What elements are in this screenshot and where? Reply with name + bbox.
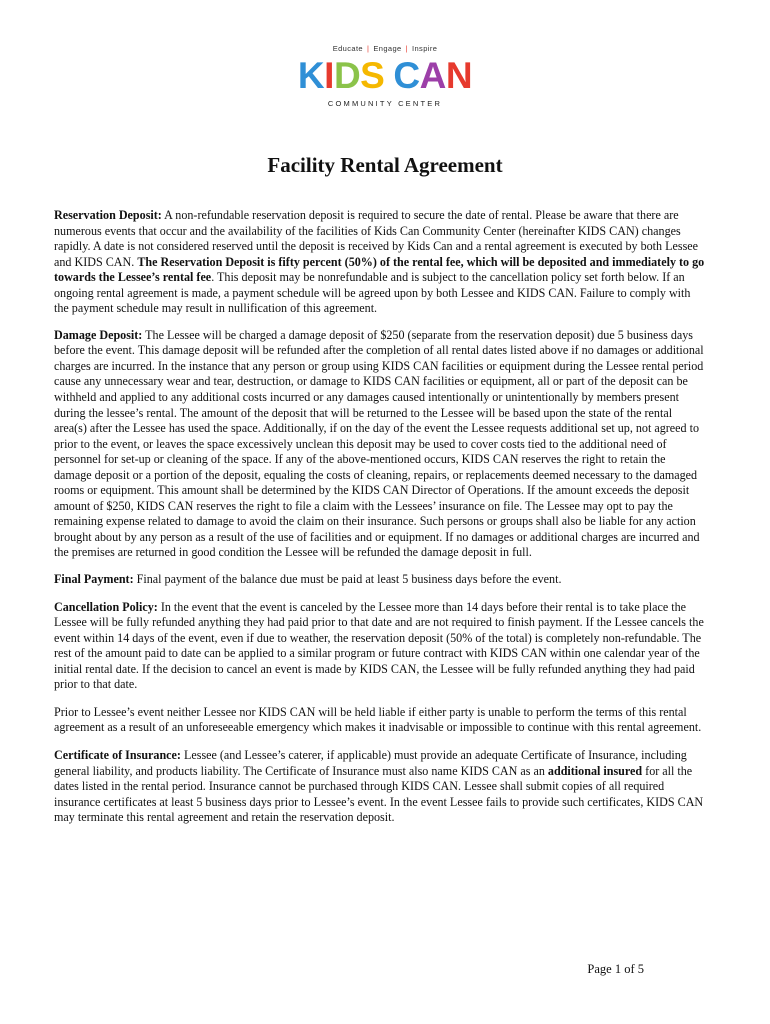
logo-letter: N xyxy=(445,55,473,96)
additional-insured-bold: additional insured xyxy=(547,763,643,778)
logo-letter: I xyxy=(324,55,334,96)
page-current: 1 xyxy=(614,962,622,976)
kids-can-logo xyxy=(0,55,770,96)
certificate-of-insurance-section xyxy=(54,748,706,826)
logo-letter: C xyxy=(393,55,420,96)
document-body xyxy=(54,208,706,837)
damage-deposit-text: The Lessee will be charged a damage deposit of $250 (separate from the reservation deposit) due 5 business days before the event. This damage deposit will be refunded after the completion of all rental dates listed above if no damages or additional charges are incurred. In the instance that any person or group using KIDS CAN facilities or equipment during the Lessee rental period cause any unnecessary wear and tear, destruction, or damage to KIDS CAN facilities or equipment, all or part of the deposit can be withheld and applied to any additional costs incurred or any damages caused intentionally or unintentionally by members present during the lessee’s rental. The amount of the deposit that will be returned to the Lessee will be based upon the state of the rental area(s) after the Lessee has used the space. Additionally, if on the day of the event the Lessee requests additional set up, not agreed to prior to the event, or leaves the space excessively unclean this deposit may be used to cover costs tied to the additional need of personnel for set-up or cleaning of the space. If any of the above-mentioned occurs, KIDS CAN reserves the right to retain the damage deposit or a portion of the deposit, equaling the costs of cleaning, repairs, or replacements deemed necessary to the damaged rooms or equipment. This amount shall be determined by the KIDS CAN Director of Operations. If the amount exceeds the deposit amount of $250, KIDS CAN reserves the right to file a claim with the Lessees’ insurance on file. The Lessee may opt to pay the remaining expense related to damage to avoid the claim on their insurance. Such persons or groups shall also be liable for any action brought about by any person as a result of the use of facilities and or equipment. If no damages or additional charges are incurred and the premises are returned in good condition the Lessee will be refunded the damage deposit in full. xyxy=(54,327,704,560)
logo-letter: D xyxy=(333,55,361,96)
logo-letter: S xyxy=(360,55,385,96)
reservation-deposit-bold: The Reservation Deposit is fifty percent (50%) of the rental fee, which will be deposited and immediately to go towards the Lessee’s rental fee xyxy=(54,254,705,285)
liability-section xyxy=(54,705,706,736)
tagline xyxy=(0,44,770,53)
certificate-of-insurance-label: Certificate of Insurance: xyxy=(54,747,181,762)
letterhead xyxy=(0,44,770,108)
cancellation-policy-text: In the event that the event is canceled by the Lessee more than 14 days before their rental is to take place the Lessee will be fully refunded anything they had paid prior to that date and are not required to finish payment. If the Lessee cancels the event within 14 days of the event, even if due to weather, the reservation deposit (50% of the total) is completely non-refundable. The rest of the amount paid to date can be applied to a similar program or future contract with KIDS CAN within one calendar year of the initial rental date. If the decision to cancel an event is made by KIDS CAN, the Lessee will be fully refunded anything they had paid prior to that date. xyxy=(54,599,704,692)
damage-deposit-label: Damage Deposit: xyxy=(54,327,143,342)
final-payment-label: Final Payment: xyxy=(54,572,134,587)
document-title: Facility Rental Agreement xyxy=(267,153,503,177)
page-of: of xyxy=(621,962,638,976)
logo-subtitle: COMMUNITY CENTER xyxy=(327,99,443,108)
damage-deposit-section xyxy=(54,328,706,561)
reservation-deposit-section xyxy=(54,208,706,317)
tagline-separator: | xyxy=(405,44,408,53)
reservation-deposit-text: A non-refundable reservation deposit is required to secure the date of rental. Please be aware that there are numerous events that occur and the availability of the facilities of Kids Can Community Center (hereinafter KIDS CAN) changes rapidly. A date is not considered reserved until the deposit is received by Kids Can and a rental agreement is executed by both Lessee and KIDS CAN. xyxy=(54,208,699,269)
final-payment-section xyxy=(54,572,706,588)
page-total: 5 xyxy=(637,962,644,976)
tagline-educate: Educate xyxy=(332,44,364,53)
tagline-inspire: Inspire xyxy=(412,44,438,53)
final-payment-text: Final payment of the balance due must be paid at least 5 business days before the event. xyxy=(133,572,562,587)
logo-letter: A xyxy=(419,55,446,96)
cancellation-policy-label: Cancellation Policy: xyxy=(54,599,158,614)
cancellation-policy-section xyxy=(54,600,706,693)
certificate-of-insurance-text: Lessee (and Lessee’s caterer, if applicable) must provide an adequate Certificate of Insurance, including general liability, and products liability. The Certificate of Insurance must also name KIDS CAN as an xyxy=(54,747,687,778)
logo-letter: K xyxy=(297,55,325,96)
tagline-separator: | xyxy=(367,44,370,53)
page-prefix: Page xyxy=(587,962,615,976)
liability-text: Prior to Lessee’s event neither Lessee nor KIDS CAN will be held liable if either party is unable to perform the terms of this rental agreement as a result of an unforeseeable emergency which makes it inadvisable or impossible to continue with this rental agreement. xyxy=(54,704,702,735)
certificate-of-insurance-text-2: for all the dates listed in the rental period. Insurance cannot be purchased through KIDS CAN. Lessee shall submit copies of all required insurance certificates at least 5 business days prior to Lessee’s event. In the event Lessee fails to provide such certificates, KIDS CAN may terminate this rental agreement and retain the reservation deposit. xyxy=(54,763,704,825)
page-number xyxy=(587,962,644,977)
tagline-engage: Engage xyxy=(373,44,402,53)
reservation-deposit-text-2: . This deposit may be nonrefundable and is subject to the cancellation policy set forth below. If an ongoing rental agreement is made, a payment schedule will be agreed upon by both Lessee and KIDS CAN. Failure to comply with the payment schedule may result in nullification of this agreement. xyxy=(54,270,691,316)
reservation-deposit-label: Reservation Deposit: xyxy=(54,208,162,222)
